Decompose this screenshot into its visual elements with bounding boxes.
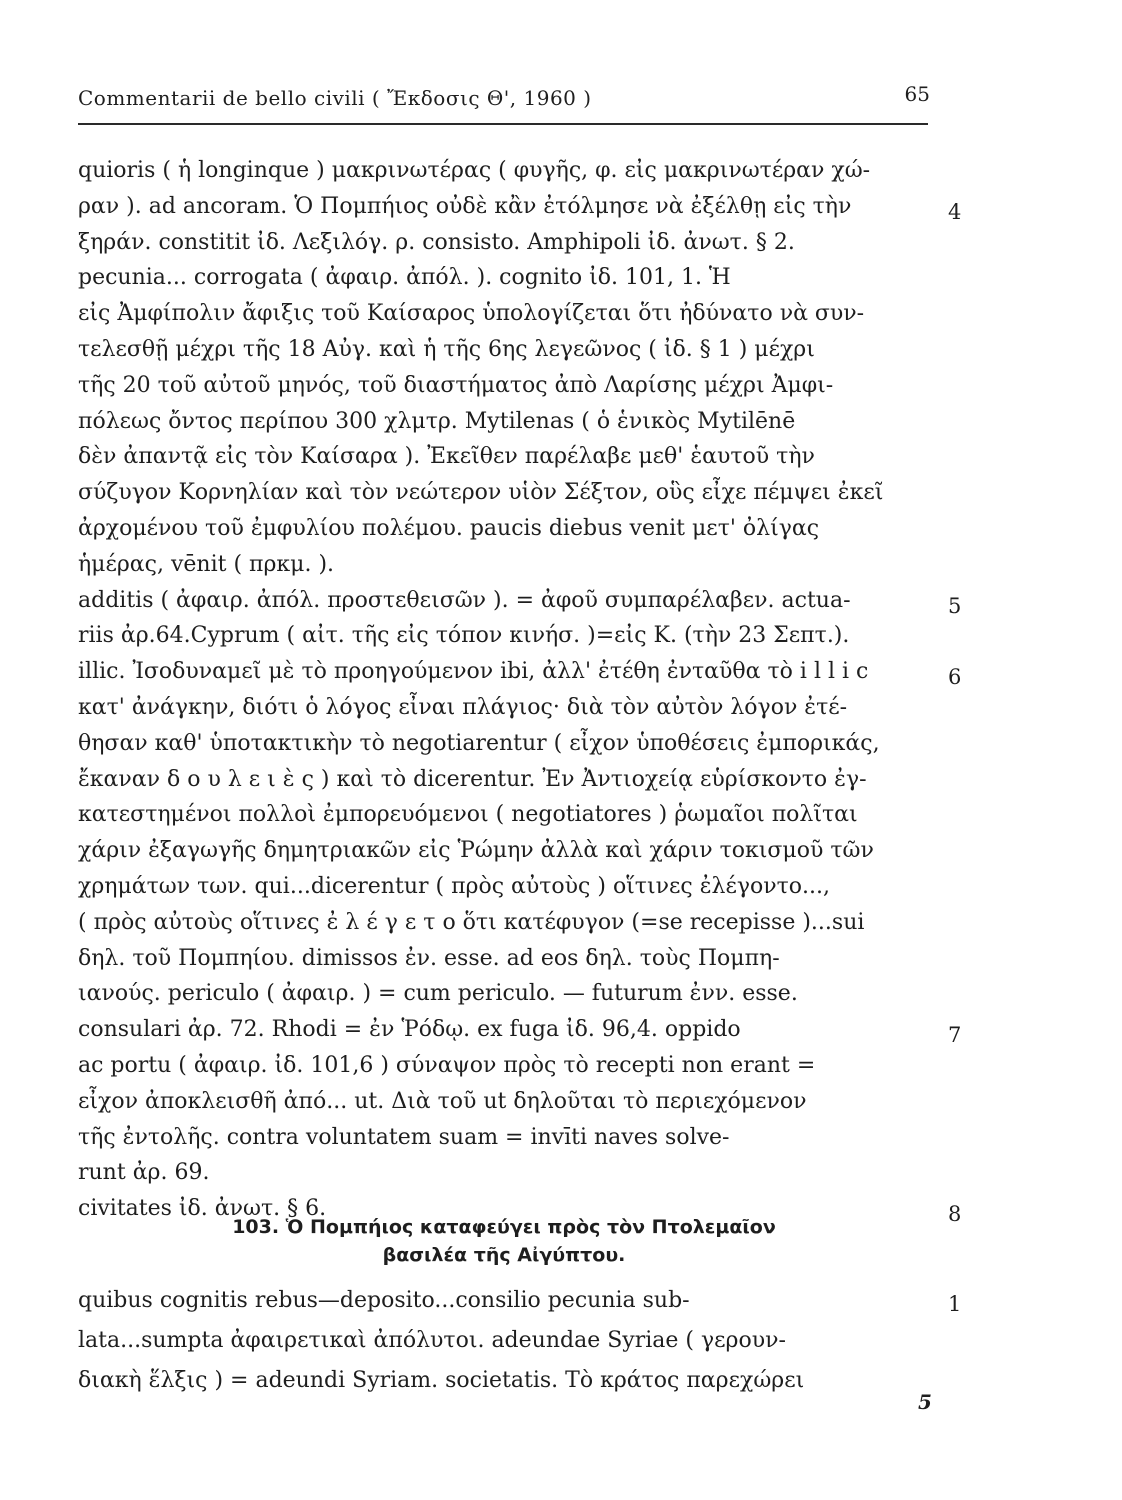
text-line: θησαν καθ' ὑποτακτικὴν τὸ negotiarentur ( εἶχον ὑποθέσεις ἐμπορικάς, [78,730,880,756]
text-line: πόλεως ὄντος περίπου 300 χλμτρ. Mytilenas ( ὁ ἑνικὸς Mytilēnē [78,408,796,434]
text-line: δηλ. τοῦ Πομπηίου. dimissos ἐν. esse. ad eos δηλ. τοὺς Πομπη- [78,945,780,971]
margin-line-number: 7 [948,1023,962,1048]
text-line: pecunia... corrogata ( ἀφαιρ. ἀπόλ. ). cognito ἰδ. 101, 1. Ἡ [78,265,731,291]
margin-line-number: 8 [948,1202,962,1227]
text-line: ( πρὸς αὐτοὺς οἵτινες ἐ λ έ γ ε τ ο ὅτι κατέφυγον (=se recepisse )...sui [78,909,865,935]
section-text-line: lata...sumpta ἀφαιρετικαὶ ἀπόλυτοι. adeundae Syriae ( γερουν- [78,1328,786,1353]
text-line: runt ἀρ. 69. [78,1160,210,1186]
header-rule [78,123,928,125]
running-head: Commentarii de bello civili ( Ἔκδοσις Θ', 1960 ) [78,86,592,110]
text-line: δὲν ἀπαντᾷ εἰς τὸν Καίσαρα ). Ἐκεῖθεν παρέλαβε μεθ' ἑαυτοῦ τὴν [78,444,815,470]
text-line: illic. Ἰσοδυναμεῖ μὲ τὸ προηγούμενον ibi, ἀλλ' ἐτέθη ἐνταῦθα τὸ i l l i c [78,659,869,685]
margin-line-number: 5 [948,593,962,618]
page-number: 65 [904,82,930,106]
text-line: εἰς Ἀμφίπολιν ἄφιξις τοῦ Καίσαρος ὑπολογίζεται ὅτι ἠδύνατο νὰ συν- [78,301,865,327]
section-text-line: διακὴ ἕλξις ) = adeundi Syriam. societatis. Τὸ κράτος παρεχώρει [78,1368,805,1393]
text-line: ξηράν. constitit ἰδ. Λεξιλόγ. ρ. consisto. Amphipoli ἰδ. ἀνωτ. § 2. [78,229,795,255]
text-line: additis ( ἀφαιρ. ἀπόλ. προστεθεισῶν ). = ἀφοῦ συμπαρέλαβεν. actua- [78,587,851,613]
text-line: χρημάτων των. qui...dicerentur ( πρὸς αὐτοὺς ) οἵτινες ἐλέγοντο..., [78,874,830,899]
text-line: riis ἀρ.64.Cyprum ( αἰτ. τῆς εἰς τόπον κινήσ. )=εἰς Κ. (τὴν 23 Σεπτ.). [78,623,850,649]
text-line: κατεστημένοι πολλοὶ ἐμπορευόμενοι ( negotiatores ) ῥωμαῖοι πολῖται [78,802,858,828]
section-heading-line-1: 103. Ὁ Πομπήιος καταφεύγει πρὸς τὸν Πτολεμαῖον [232,1216,776,1238]
text-line: ιανούς. periculo ( ἀφαιρ. ) = cum periculo. — futurum ἐνν. esse. [78,981,798,1007]
text-line: ραν ). ad ancoram. Ὁ Πομπήιος οὐδὲ κἂν ἐτόλμησε νὰ ἐξέλθῃ εἰς τὴν [78,193,852,219]
text-line: τελεσθῇ μέχρι τῆς 18 Αὐγ. καὶ ἡ τῆς 6ης λεγεῶνος ( ἰδ. § 1 ) μέχρι [78,337,815,362]
section-text-line: quibus cognitis rebus—deposito...consilio pecunia sub- [78,1288,690,1313]
text-line: quioris ( ἡ longinque ) μακρινωτέρας ( φυγῆς, φ. εἰς μακρινωτέραν χώ- [78,158,871,183]
text-line: ἔκαναν δ ο υ λ ε ι ὲ ς ) καὶ τὸ dicerentur. Ἐν Ἀντιοχείᾳ εὑρίσκοντο ἐγ- [78,766,867,792]
text-line: τῆς 20 τοῦ αὐτοῦ μηνός, τοῦ διαστήματος ἀπὸ Λαρίσης μέχρι Ἀμφι- [78,372,834,398]
text-line: χάριν ἐξαγωγῆς δημητριακῶν εἰς Ῥώμην ἀλλὰ καὶ χάριν τοκισμοῦ τῶν [78,838,874,864]
text-line: εἶχον ἀποκλεισθῆ ἀπό... ut. Διὰ τοῦ ut δηλοῦται τὸ περιεχόμενον [78,1088,807,1114]
text-line: ἡμέρας, vēnit ( πρκμ. ). [78,551,335,577]
text-line: ac portu ( ἀφαιρ. ἰδ. 101,6 ) σύναψον πρὸς τὸ recepti non erant = [78,1053,816,1078]
text-line: consulari ἀρ. 72. Rhodi = ἐν Ῥόδῳ. ex fuga ἰδ. 96,4. oppido [78,1017,741,1043]
section-heading-line-2: βασιλέα τῆς Αἰγύπτου. [382,1244,626,1266]
text-line: σύζυγον Κορνηλίαν καὶ τὸν νεώτερον υἱὸν Σέξτον, οὓς εἶχε πέμψει ἐκεῖ [78,480,884,506]
text-line: civitates ἰδ. ἀνωτ. § 6. [78,1196,327,1222]
page-header [78,82,930,118]
section-margin-number: 1 [948,1292,962,1316]
text-line: τῆς ἐντολῆς. contra voluntatem suam = invīti naves solve- [78,1124,730,1150]
margin-line-number: 6 [948,665,962,690]
signature-mark: 5 [918,1390,932,1414]
text-line: ἀρχομένου τοῦ ἐμφυλίου πολέμου. paucis diebus venit μετ' ὀλίγας [78,516,820,541]
text-line: κατ' ἀνάγκην, διότι ὁ λόγος εἶναι πλάγιος· διὰ τὸν αὐτὸν λόγον ἐτέ- [78,695,848,720]
margin-line-number: 4 [948,199,962,224]
